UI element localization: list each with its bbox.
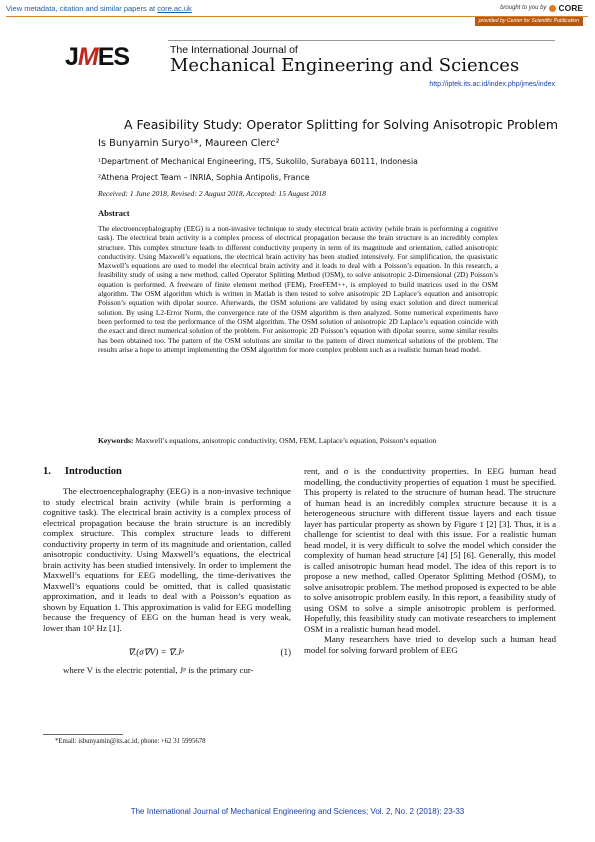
section-title: Introduction	[64, 466, 122, 477]
journal-logo: JMES	[65, 43, 130, 71]
journal-footer: The International Journal of Mechanical Engineering and Sciences; Vol. 2, No. 2 (2018): 23-33	[130, 807, 465, 816]
section-number: 1.	[43, 466, 51, 477]
core-brand: CORE	[558, 3, 583, 13]
brought-by-text: brought to you by	[500, 5, 547, 11]
intro-paragraph-4: Many researchers have tried to develop such a human head model for solving forward problem of EEG	[304, 634, 556, 655]
column-left	[43, 466, 291, 676]
abstract-text: The electroencephalography (EEG) is a non-invasive technique to study electrical brain activity (while brain is performing a cognitive task). The electrical brain activity is a complex process of electrical propagation because the brain structure is an incredibly complex structure. This complex structure leads to different conductivity property in term of its magnitude and orientation, called anisotropic conductivity. Using Maxwell’s equations, the electrical brain activity has been studied intensively. For simplification, the quasistatic Maxwell’s equations are used to model the electrical brain activity and it leads to deal with a Poisson’s equation. In this research, a feasibility study of using a new method, called Operator Splitting Method (OSM), to solve anisotropic 2-Dimensional (2D) Poisson’s equation is performed. A freeware of finite element method (FEM), FreeFEM++, is employed to build matrices used in the OSM algorithm. The OSM algorithm which is written in Matlab is then tested to solve anisotropic 2D Laplace’s equation and anisotropic Poisson’s equation with dipolar source. Afterwards, the OSM solutions are validated by using exact solution and direct numerical solution. By using L2-Error Norm, the convergence rate of the OSM algorithm is then analyzed. Some numerical experiments have been performed to test the performance of the OSM algorithm. The OSM solution of anisotropic 2D Laplace’s equation coincide with the exact and direct numerical solution of the problem. For anisotropic 2D Poisson’s equation with dipolar source, some similar results has been obtained too. The pattern of the OSM solutions are similar to the pattern of direct numerical solutions of the problem. The results arise a hope to attempt implementing the OSM algorithm for more complex problem such as a realistic human head model.	[98, 224, 498, 354]
article-title: A Feasibility Study: Operator Splitting for Solving Anisotropic Problem	[124, 117, 558, 132]
core-metadata-link[interactable]	[6, 4, 192, 13]
core-provided-by[interactable]	[475, 17, 583, 26]
journal-subtitle: The International Journal of	[170, 44, 298, 56]
abstract-heading: Abstract	[98, 208, 130, 218]
journal-url-link[interactable]: http://iptek.its.ac.id/index.php/jmes/index	[429, 81, 555, 88]
core-link[interactable]: core.ac.uk	[157, 4, 192, 13]
core-metadata-text: View metadata, citation and similar papers at	[6, 4, 158, 13]
affiliation-1: ¹Department of Mechanical Engineering, ITS, Sukolilo, Surabaya 60111, Indonesia	[98, 157, 418, 166]
core-brought-by	[500, 3, 583, 13]
keywords-list: Maxwell’s equations, anisotropic conductivity, OSM, FEM, Laplace’s equation, Poisson’s equation	[135, 436, 437, 445]
footnote-email: *Email: isbunyamin@its.ac.id, phone: +62 31 5995678	[55, 738, 206, 745]
keywords	[98, 436, 498, 446]
equation-expression: ∇.(σ∇V) = ∇.Jᵖ	[128, 647, 184, 657]
core-banner	[0, 0, 595, 30]
intro-paragraph-3: rent, and σ is the conductivity properties. In EEG human head modelling, the conductivity properties of equation 1 must be specified. This property is related to the structure of human head. The structure of human head is an incredibly complex structure because it is a heterogeneous structure with different tissue layers and each tissue layer has particular property as shown by Figure 1 [2] [3]. Thus, it is a challenge for scientist to deal with this issue. For a realistic human head model, it is very difficult to solve the model which consider the complexity of human head structure [4] [5] [6]. Generally, this model is called anisotropic human head model. The idea of this report is to propose a new method, called Operator Splitting Method (OSM), to solve anisotropic problem. The method proposed is expected to be able to solve anisotropic problem easily. In this report, a feasibility study of using OSM to solve a simple anisotropic problem is performed. Hopefully, this feasibility study can motivate researchers to implement OSM in a realistic human head model.	[304, 466, 556, 634]
journal-title: Mechanical Engineering and Sciences	[170, 55, 520, 76]
column-right	[304, 466, 556, 655]
affiliation-2: ²Athena Project Team – INRIA, Sophia Antipolis, France	[98, 173, 310, 182]
provided-prefix: provided by	[478, 18, 507, 24]
article-authors: Is Bunyamin Suryo¹*, Maureen Clerc²	[98, 138, 280, 149]
journal-header	[65, 40, 555, 100]
provided-name: Center for Scientific Publication	[506, 18, 579, 24]
section-heading-introduction	[43, 466, 291, 477]
keywords-label: Keywords:	[98, 436, 134, 445]
received-dates: Received: 1 June 2018, Revised: 2 August 2018, Accepted: 15 August 2018	[98, 189, 326, 198]
equation-number: (1)	[280, 647, 291, 657]
intro-paragraph-1: The electroencephalography (EEG) is a non-invasive technique to study electrical brain activity (while brain is performing a cognitive task). The electrical brain activity is a complex process of electrical propagation because the brain structure is an incredibly complex structure. This complex structure leads to different conductivity property in term of its magnitude and orientation, called anisotropic conductivity. Using Maxwell’s equations, the electrical brain activity has been studied intensively. In order to implement the Maxwell’s equations for EEG modelling, the time-derivatives the Maxwell’s equations could be omitted, that is called quasistatic approximation, and it leads to deal with a Poisson’s equation as shown by Equation 1. This approximation is valid for EEG modelling because the frequency of EEG on the human head is very weak, lower than 10² Hz [1].	[43, 486, 291, 633]
core-logo[interactable]	[549, 3, 583, 13]
equation-1	[43, 641, 291, 665]
footnote-rule	[43, 734, 123, 735]
intro-paragraph-2: where V is the electric potential, Jᵖ is the primary cur-	[63, 665, 254, 675]
core-dot-icon	[549, 5, 556, 12]
header-rule	[168, 40, 555, 41]
